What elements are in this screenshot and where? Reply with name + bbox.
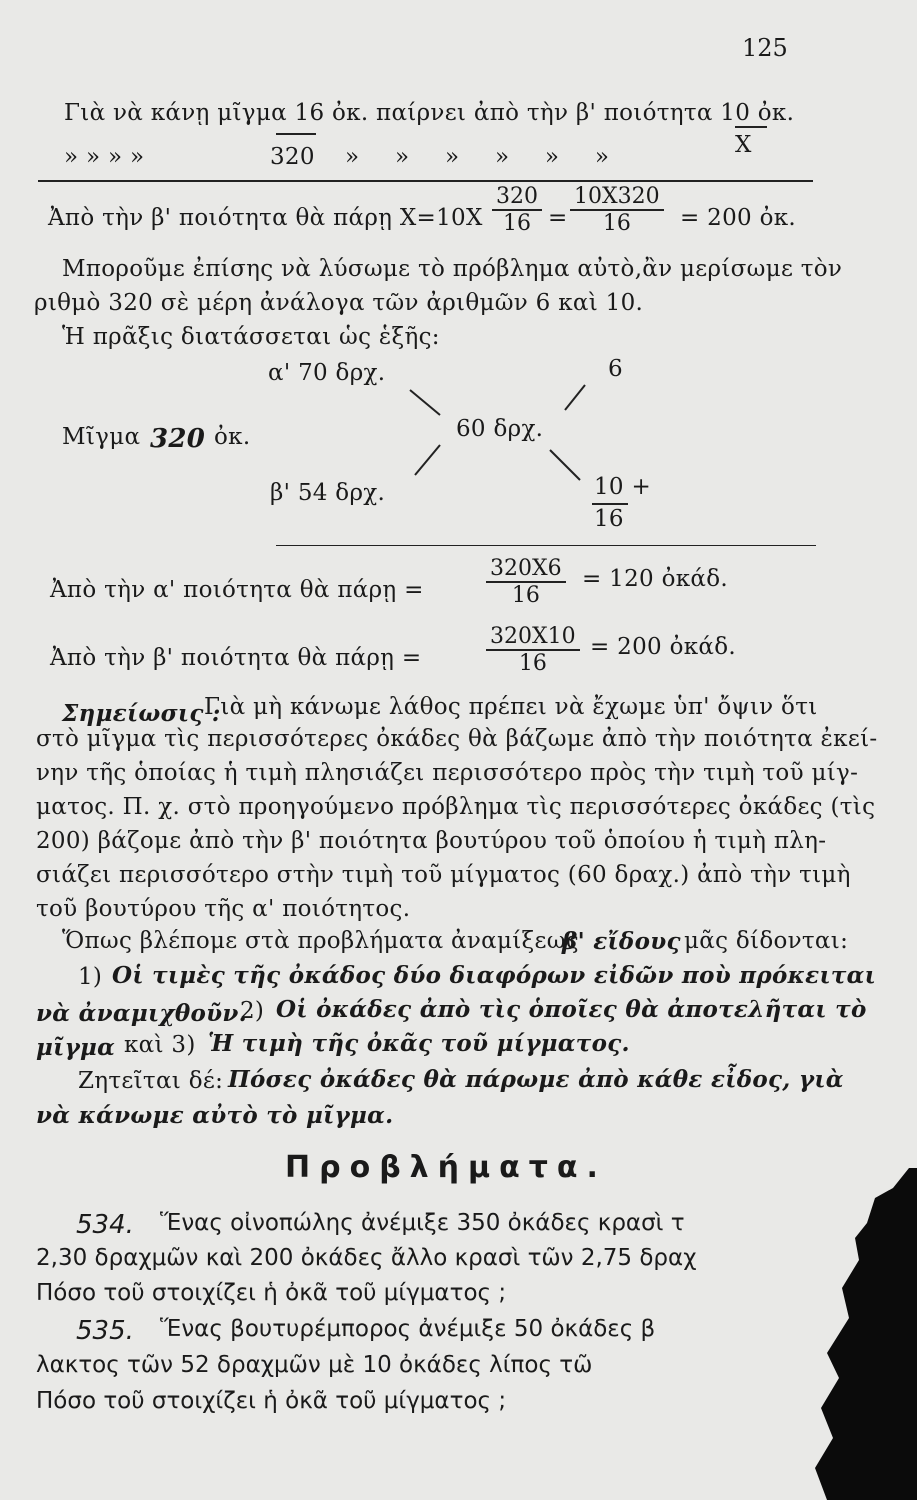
mix-line-2-value: 320	[270, 144, 315, 170]
summary-l4-a: μῖγμα	[36, 1034, 116, 1061]
cross-line-6	[565, 385, 585, 410]
note-label: Σημείωσις :	[62, 700, 221, 727]
problem-534-line-2: 2,30 δραχμῶν καὶ 200 ὀκάδες ἄλλο κρασὶ τῶν 2,75 δραχ	[36, 1245, 697, 1271]
note-line-7: τοῦ βουτύρου τῆς α' ποιότητος.	[36, 896, 411, 922]
summary-l4-b: καὶ 3)	[124, 1032, 196, 1058]
diagram-six: 6	[608, 356, 623, 382]
mix-line-1: Γιὰ νὰ κάνῃ μῖγμα 16 ὀκ. παίρνει ἀπὸ τὴν β' ποιότητα 10 ὀκ.	[64, 100, 795, 126]
summary-l3-a: νὰ ἀναμιχθοῦν.	[36, 1000, 247, 1027]
problem-534-line-3: Πόσο τοῦ στοιχίζει ἡ ὀκᾶ τοῦ μίγματος ;	[36, 1280, 507, 1306]
para1-line-1: Μποροῦμε ἐπίσης νὰ λύσωμε τὸ πρόβλημα αὐτὸ,ἂν μερίσωμε τὸν	[62, 256, 843, 282]
diagram-cross-lines	[400, 380, 600, 500]
para1-line-2: ριθμὸ 320 σὲ μέρη ἀνάλογα τῶν ἀριθμῶν 6 καὶ 10.	[34, 290, 644, 316]
eq1-fraction-1	[492, 184, 542, 236]
cross-line-10	[550, 450, 580, 480]
eq1-f2-den: 16	[602, 211, 631, 236]
note-line-1: Γιὰ μὴ κάνωμε λάθος πρέπει νὰ ἔχωμε ὑπ' ὄψιν ὅτι	[204, 694, 818, 720]
problem-535-line-2: λακτος τῶν 52 δραχμῶν μὲ 10 ὀκάδες λίπος τῶ	[36, 1352, 593, 1378]
summary-l5-a: Ζητεῖται δέ:	[78, 1068, 224, 1094]
note-line-5: 200) βάζομε ἀπὸ τὴν β' ποιότητα βουτύρου τοῦ ὁποίου ἡ τιμὴ πλη-	[36, 828, 827, 854]
summary-l3-c: Οἱ ὀκάδες ἀπὸ τὶς ὁποῖες θὰ ἀποτελῆται τὸ	[276, 996, 867, 1023]
summary-l1-a: Ὅπως βλέπομε στὰ προβλήματα ἀναμίξεως	[62, 928, 579, 954]
separator-rule-1	[38, 180, 813, 182]
eq2-result: = 120 ὀκάδ.	[582, 566, 729, 592]
problem-535-line-1: Ἕνας βουτυρέμπορος ἀνέμιξε 50 ὀκάδες β	[160, 1316, 656, 1342]
mix-line-2-quotes-2: » » » » » »	[345, 144, 610, 170]
summary-l5-b: Πόσες ὀκάδες θὰ πάρωμε ἀπὸ κάθε εἶδος, γιὰ	[228, 1066, 844, 1093]
eq1-f1-num: 320	[492, 184, 542, 211]
eq3-result: = 200 ὀκάδ.	[590, 634, 737, 660]
cross-line-a	[410, 390, 440, 415]
note-line-4: ματος. Π. χ. στὸ προηγούμενο πρόβλημα τὶς περισσότερες ὀκάδες (τὶς	[36, 794, 876, 820]
summary-l2-a: 1)	[78, 964, 103, 990]
torn-corner-shadow	[797, 1168, 917, 1500]
separator-rule-2	[276, 545, 816, 546]
diagram-sixteen: 16	[594, 506, 624, 532]
diagram-mix-value: 320	[150, 424, 206, 454]
summary-l6: νὰ κάνωμε αὐτὸ τὸ μῖγμα.	[36, 1102, 394, 1129]
diagram-mix-label: Μῖγμα	[62, 424, 141, 450]
mix-underline-10	[735, 126, 767, 128]
problem-534-number: 534.	[76, 1210, 134, 1240]
eq3-num: 320X10	[486, 624, 580, 651]
diagram-b-label: β' 54 δρχ.	[270, 480, 386, 506]
summary-l2-b: Οἱ τιμὲς τῆς ὀκάδος δύο διαφόρων εἰδῶν ποὺ πρόκειται	[112, 962, 877, 989]
note-line-2: στὸ μῖγμα τὶς περισσότερες ὀκάδες θὰ βάζωμε ἀπὸ τὴν ποιότητα ἐκεί-	[36, 726, 878, 752]
eq2-prefix: Ἀπὸ τὴν α' ποιότητα θὰ πάρῃ =	[50, 577, 424, 603]
para1-line-3: Ἡ πρᾶξις διατάσσεται ὡς ἑξῆς:	[62, 324, 440, 350]
eq3-prefix: Ἀπὸ τὴν β' ποιότητα θὰ πάρῃ =	[50, 645, 422, 671]
page-number: 125	[742, 34, 788, 62]
summary-l1-c: μᾶς δίδονται:	[684, 928, 849, 954]
problem-535-line-3: Πόσο τοῦ στοιχίζει ἡ ὀκᾶ τοῦ μίγματος ;	[36, 1388, 507, 1414]
eq2-fraction	[486, 556, 566, 608]
eq1-fraction-2	[570, 184, 664, 236]
diagram-a-label: α' 70 δρχ.	[268, 360, 386, 386]
eq2-den: 16	[511, 583, 540, 608]
mix-line-2-x: X	[735, 132, 752, 158]
problem-534-line-1: Ἕνας οἰνοπώλης ἀνέμιξε 350 ὀκάδες κρασὶ τ	[160, 1210, 685, 1236]
diagram-sum-rule	[592, 503, 628, 505]
diagram-ten: 10 +	[594, 474, 652, 500]
eq3-den: 16	[518, 651, 547, 676]
summary-l3-b: 2)	[240, 998, 265, 1024]
problems-title: Προβλήματα.	[285, 1150, 607, 1185]
mix-line-2-quotes: » » » »	[64, 144, 145, 170]
eq1-prefix: Ἀπὸ τὴν β' ποιότητα θὰ πάρῃ X=10X	[48, 205, 483, 231]
problem-535-number: 535.	[76, 1316, 134, 1346]
eq1-f1-den: 16	[503, 211, 531, 236]
mix-underline-16	[276, 133, 316, 135]
eq3-fraction	[486, 624, 580, 676]
eq2-num: 320X6	[486, 556, 566, 583]
note-line-6: σιάζει περισσότερο στὴν τιμὴ τοῦ μίγματος (60 δραχ.) ἀπὸ τὴν τιμὴ	[36, 862, 851, 888]
summary-l4-c: Ἡ τιμὴ τῆς ὀκᾶς τοῦ μίγματος.	[208, 1030, 630, 1057]
eq1-f2-num: 10X320	[570, 184, 664, 211]
note-line-3: νην τῆς ὁποίας ἡ τιμὴ πλησιάζει περισσότερο πρὸς τὴν τιμὴ τοῦ μίγ-	[36, 760, 859, 786]
summary-l1-b: β' εἴδους	[562, 928, 681, 955]
eq1-equals: =	[548, 205, 568, 231]
eq1-result: = 200 ὀκ.	[680, 205, 797, 231]
cross-line-b	[415, 445, 440, 475]
diagram-mix-unit: ὀκ.	[214, 424, 251, 450]
diagram-center: 60 δρχ.	[456, 416, 544, 442]
